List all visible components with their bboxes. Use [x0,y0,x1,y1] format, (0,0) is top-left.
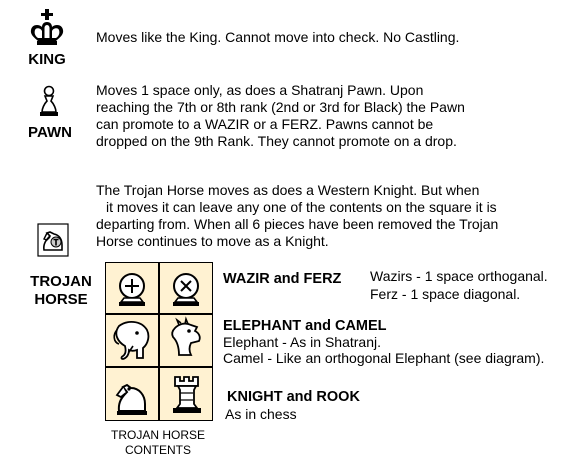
pawn-icon [37,85,61,117]
king-icon [29,8,65,46]
pawn-description-line-1: Moves 1 space only, as does a Shatranj Pawn. Upon [96,82,424,98]
pawn-description-line-2: reaching the 7th or 8th rank (2nd or 3rd for Black) the Pawn [96,99,465,115]
knight-rook-line-1: As in chess [225,406,297,422]
camel-icon [161,316,212,365]
contents-caption-line-2: CONTENTS [125,443,191,457]
knight-rook-heading: KNIGHT and ROOK [227,389,360,405]
ferz-icon [161,264,212,313]
trojan-horse-label-line-2: HORSE [34,291,88,308]
king-description: Moves like the King. Cannot move into check. No Castling. [96,29,460,45]
trojan-description-line-4: Horse continues to move as a Knight. [96,233,329,249]
trojan-description-line-1: The Trojan Horse moves as does a Western Knight. But when [96,182,480,198]
trojan-horse-contents-grid [105,262,213,421]
elephant-camel-line-1: Elephant - As in Shatranj. [223,334,381,350]
wazir-ferz-line-1: Wazirs - 1 space orthoganal. [370,268,548,284]
pawn-label: PAWN [28,124,72,141]
trojan-horse-label-line-1: TROJAN [30,273,92,290]
contents-caption-line-1: TROJAN HORSE [110,428,205,442]
wazir-icon [107,264,158,313]
elephant-camel-line-2: Camel - Like an orthogonal Elephant (see diagram). [223,350,545,366]
elephant-icon [107,316,158,365]
wazir-ferz-line-2: Ferz - 1 space diagonal. [370,286,521,302]
pawn-description-line-4: dropped on the 9th Rank. They cannot promote on a drop. [96,133,457,149]
king-label: KING [28,51,66,68]
elephant-camel-heading: ELEPHANT and CAMEL [223,318,387,334]
pawn-description-line-3: can promote to a WAZIR or a FERZ. Pawns cannot be [96,116,434,132]
wazir-ferz-heading: WAZIR and FERZ [223,271,342,287]
knight-icon [107,369,158,418]
trojan-horse-icon [37,223,69,257]
trojan-description-line-3: departing from. When all 6 pieces have been removed the Trojan [96,216,499,232]
trojan-description-line-2: it moves it can leave any one of the contents on the square it is [106,199,497,215]
rook-icon [161,369,212,418]
